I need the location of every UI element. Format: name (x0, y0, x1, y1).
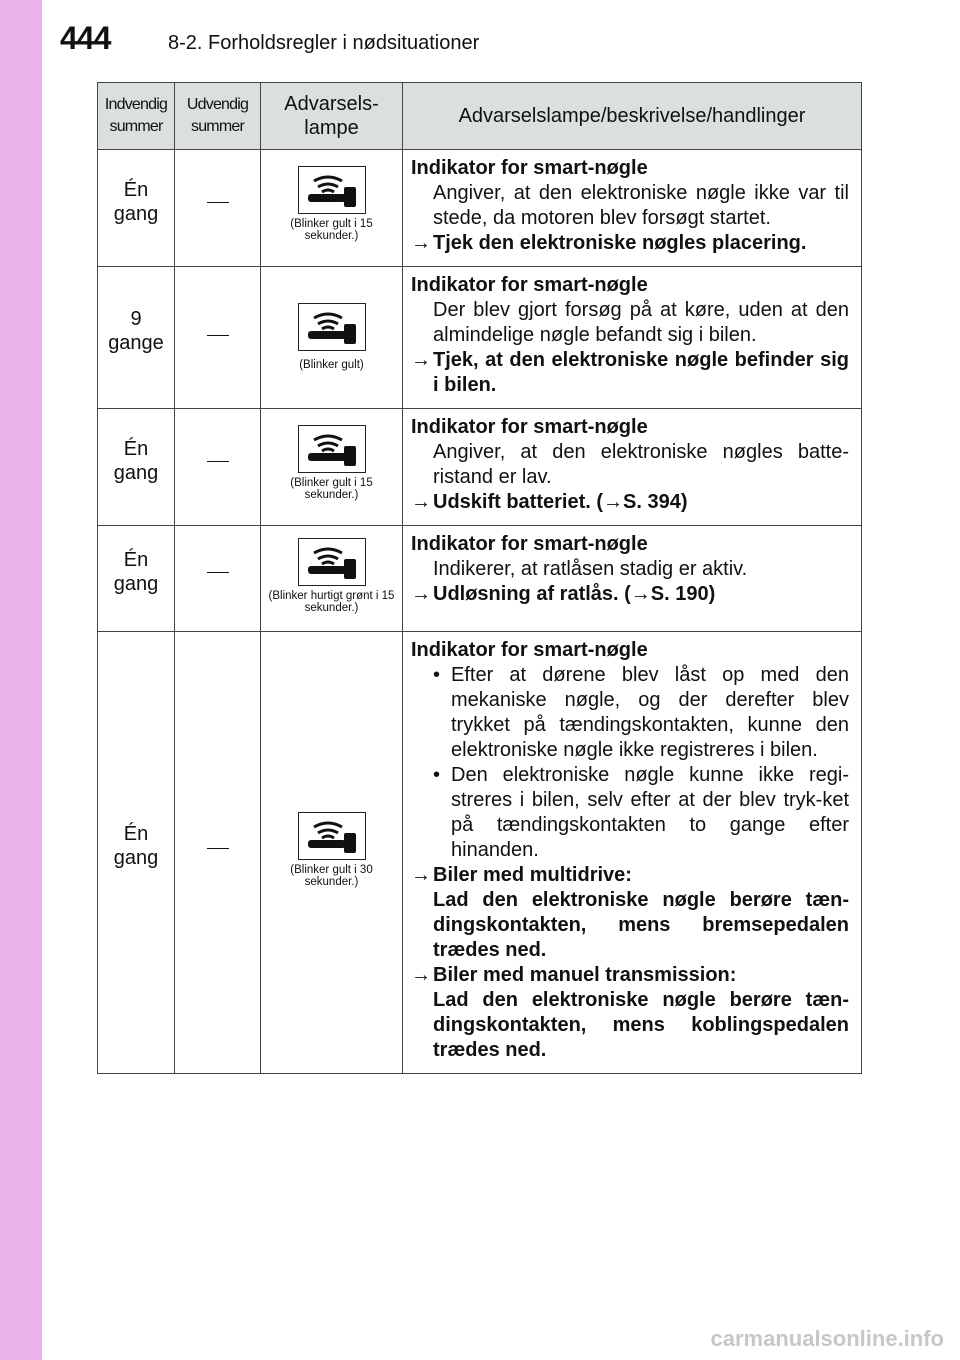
description-action: → Udskift batteriet. (→S. 394) (411, 491, 688, 513)
side-color-strip (0, 0, 42, 1360)
description-body: Der blev gjort forsøg på at køre, uden at den almindelige nøgle befandt sig i bilen. (433, 299, 849, 346)
description-action: → Biler med multidrive: (411, 864, 632, 886)
arrow-icon: → (411, 583, 431, 605)
watermark: carmanualsonline.info (710, 1326, 944, 1351)
table-row (98, 526, 862, 632)
external-buzzer-cell (175, 150, 261, 267)
description-cell (403, 267, 862, 409)
description-title: Indikator for smart-nøgle (411, 639, 648, 661)
lamp-caption: (Blinker gult) (299, 359, 364, 371)
description-body: Angiver, at den elektroniske nøgle ikke var til stede, da motoren blev forsøgt startet. (433, 182, 849, 229)
table-row (98, 409, 862, 526)
lamp-cell (261, 409, 403, 526)
arrow-icon: → (411, 864, 431, 886)
description-cell (403, 632, 862, 1074)
dash-symbol (207, 572, 229, 573)
smart-key-icon (298, 538, 366, 586)
header-warning-lamp: Advarsels- lampe (261, 83, 403, 150)
lamp-caption: (Blinker gult i 15 sekunder.) (290, 218, 373, 242)
description-body: Angiver, at den elektroniske nøgles batte-ristand er lav. (433, 441, 849, 488)
table-row (98, 267, 862, 409)
smart-key-icon (298, 425, 366, 473)
description-body: Indikerer, at ratlåsen stadig er aktiv. (433, 558, 748, 580)
lamp-cell (261, 150, 403, 267)
internal-buzzer-count: Én gang (98, 409, 175, 526)
description-action-text: Lad den elektroniske nøgle berøre tæn-dingskontakten, mens koblingspedalen trædes ned. (433, 989, 849, 1061)
description-title: Indikator for smart-nøgle (411, 274, 648, 296)
internal-buzzer-count: 9 gange (98, 267, 175, 409)
lamp-cell (261, 526, 403, 632)
arrow-icon: → (411, 964, 431, 986)
description-title: Indikator for smart-nøgle (411, 416, 648, 438)
lamp-cell (261, 267, 403, 409)
page-number: 444 (60, 20, 111, 56)
internal-buzzer-count: Én gang (98, 150, 175, 267)
arrow-icon: → (411, 491, 431, 513)
description-action: → Tjek, at den elektroniske nøgle befinder sig i bilen. (411, 349, 849, 396)
description-action: → Tjek den elektroniske nøgles placering. (411, 232, 807, 254)
description-title: Indikator for smart-nøgle (411, 533, 648, 555)
external-buzzer-cell (175, 526, 261, 632)
smart-key-icon (298, 812, 366, 860)
description-cell (403, 409, 862, 526)
dash-symbol (207, 335, 229, 336)
table-row (98, 150, 862, 267)
description-cell (403, 526, 862, 632)
description-cell (403, 150, 862, 267)
description-title: Indikator for smart-nøgle (411, 157, 648, 179)
table-row (98, 632, 862, 1074)
external-buzzer-cell (175, 632, 261, 1074)
lamp-cell (261, 632, 403, 1074)
header-internal-buzzer: Indvendig summer (98, 83, 175, 150)
arrow-icon: → (411, 349, 431, 371)
description-action: → Biler med manuel transmission: (411, 964, 737, 986)
internal-buzzer-count: Én gang (98, 526, 175, 632)
external-buzzer-cell (175, 267, 261, 409)
page-header (0, 0, 960, 74)
lamp-caption: (Blinker hurtigt grønt i 15 sekunder.) (268, 590, 395, 614)
external-buzzer-cell (175, 409, 261, 526)
smart-key-icon (298, 303, 366, 351)
dash-symbol (207, 202, 229, 203)
lamp-caption: (Blinker gult i 15 sekunder.) (290, 477, 373, 501)
dash-symbol (207, 848, 229, 849)
description-action-text: Lad den elektroniske nøgle berøre tæn-dingskontakten, mens bremsepedalen trædes ned. (433, 889, 849, 961)
internal-buzzer-count: Én gang (98, 632, 175, 1074)
header-description: Advarselslampe/beskrivelse/handlinger (403, 83, 862, 150)
header-external-buzzer: Udvendig summer (175, 83, 261, 150)
lamp-caption: (Blinker gult i 30 sekunder.) (290, 864, 373, 888)
table-header-row (98, 83, 862, 150)
smart-key-icon (298, 166, 366, 214)
warning-table (97, 82, 862, 1074)
arrow-icon: → (411, 232, 431, 254)
dash-symbol (207, 461, 229, 462)
list-item: • Den elektroniske nøgle kunne ikke regi-streres i bilen, selv efter at der blev tryk-ket på tændingskontakten to gange efter hinanden. (433, 764, 849, 861)
list-item: • Efter at dørene blev låst op med den mekaniske nøgle, og der derefter blev trykket på tændingskontakten, kunne den elektroniske nøgle ikke registreres i bilen. (433, 664, 849, 761)
description-action: → Udløsning af ratlås. (→S. 190) (411, 583, 716, 605)
section-title: 8-2. Forholdsregler i nødsituationer (168, 32, 480, 54)
